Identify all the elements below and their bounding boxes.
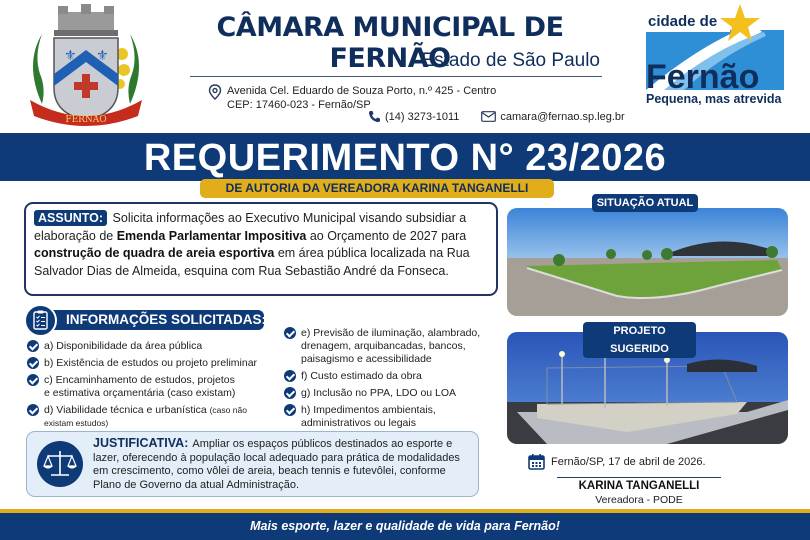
check-icon	[27, 404, 39, 416]
current-situation-photo	[507, 208, 788, 316]
contact-row	[368, 110, 625, 123]
star-logo-icon	[644, 2, 786, 94]
calendar-icon	[528, 453, 545, 470]
footer-slogan: Mais esporte, lazer e qualidade de vida para Fernão!	[250, 519, 560, 533]
document-title: REQUERIMENTO N° 23/2026	[143, 137, 667, 179]
list-item: f) Custo estimado da obra	[284, 370, 499, 383]
subject-text: ao Orçamento de 2027 para	[306, 228, 467, 243]
header	[0, 0, 810, 133]
current-situation-label: SITUAÇÃO ATUAL	[592, 194, 698, 212]
municipal-crest	[20, 4, 152, 132]
list-item: b) Existência de estudos ou projeto preliminar	[27, 357, 277, 370]
justification-box	[26, 431, 479, 497]
subject-label: ASSUNTO:	[34, 210, 107, 226]
subject-text: Solicita informações ao Executivo Municipal visando subsidiar a elaboração de	[34, 211, 467, 243]
list-item: e) Previsão de iluminação, alambrado, drenagem, arquibancadas, bancos, paisagismo e acessibilidade	[284, 327, 484, 366]
email-address[interactable]: camara@fernao.sp.leg.br	[500, 110, 625, 123]
check-icon	[27, 340, 39, 352]
justification-text: Ampliar os espaços públicos destinados ao esporte e lazer, oferecendo à população local adequado para prática de modalidades em crescimento, como vôlei de areia, beach tennis e futevôlei, conforme Plano de Governo da atual Administração.	[93, 438, 460, 491]
author-badge: DE AUTORIA DA VEREADORA KARINA TANGANELLI	[200, 179, 554, 198]
svg-text:⚜: ⚜	[96, 48, 109, 64]
svg-text:FERNÃO: FERNÃO	[65, 115, 107, 125]
phone-icon	[368, 110, 381, 123]
subject-text: em área pública localizada na Rua Salvador Dias de Almeida, esquina com Rua Sebastião André da Fonseca.	[34, 246, 470, 278]
clipboard-icon	[24, 304, 57, 337]
location-pin-icon	[208, 84, 222, 100]
check-icon	[284, 387, 296, 399]
subject-emphasis: Emenda Parlamentar Impositiva	[116, 228, 307, 243]
signer-name: KARINA TANGANELLI	[578, 480, 700, 492]
list-item: d) Viabilidade técnica e urbanística (caso não existam estudos)	[27, 404, 277, 430]
check-icon	[284, 404, 296, 416]
requested-info-label: INFORMAÇÕES SOLICITADAS:	[66, 312, 266, 327]
check-icon	[284, 370, 296, 382]
address-line-2: CEP: 17460-023 - Fernão/SP	[227, 99, 371, 111]
svg-text:⚜: ⚜	[64, 48, 77, 64]
email-icon	[481, 111, 496, 122]
signature-line	[557, 477, 721, 478]
requested-info-list-right	[284, 327, 499, 434]
coat-of-arms-icon	[20, 4, 152, 132]
address-block	[208, 84, 496, 112]
svg-text:cidade de: cidade de	[648, 13, 718, 30]
subject-emphasis: construção de quadra de areia esportiva	[34, 246, 275, 260]
list-item: h) Impedimentos ambientais, administrativos ou legais	[284, 404, 499, 430]
requested-info-header	[24, 304, 266, 334]
requested-info-list-left	[27, 340, 277, 434]
list-item: g) Inclusão no PPA, LDO ou LOA	[284, 387, 499, 400]
chamber-title: CÂMARA MUNICIPAL DE FERNÃO	[216, 12, 564, 74]
check-icon	[27, 357, 39, 369]
header-divider	[190, 76, 602, 77]
subject-box	[24, 202, 498, 296]
state-subtitle: Estado de São Paulo	[421, 50, 600, 71]
address-line-1: Avenida Cel. Eduardo de Souza Porto, n.º 425 - Centro	[227, 85, 497, 97]
scales-of-justice-icon	[37, 441, 83, 487]
list-item: a) Disponibilidade da área pública	[27, 340, 277, 353]
check-icon	[27, 374, 39, 386]
date-text: Fernão/SP, 17 de abril de 2026.	[551, 455, 706, 468]
phone-number[interactable]: (14) 3273-1011	[385, 110, 460, 123]
city-slogan: Pequena, mas atrevida	[646, 92, 782, 106]
justification-label: JUSTIFICATIVA:	[93, 436, 189, 450]
signer-role: Vereadora - PODE	[595, 494, 683, 506]
check-icon	[284, 327, 296, 339]
city-logo	[644, 2, 786, 108]
list-item: c) Encaminhamento de estudos, projetos e estimativa orçamentária (caso existam)	[27, 374, 242, 400]
svg-text:Fernão: Fernão	[646, 58, 760, 94]
date-line	[528, 453, 706, 470]
proposed-project-label: PROJETO SUGERIDO	[583, 322, 696, 358]
